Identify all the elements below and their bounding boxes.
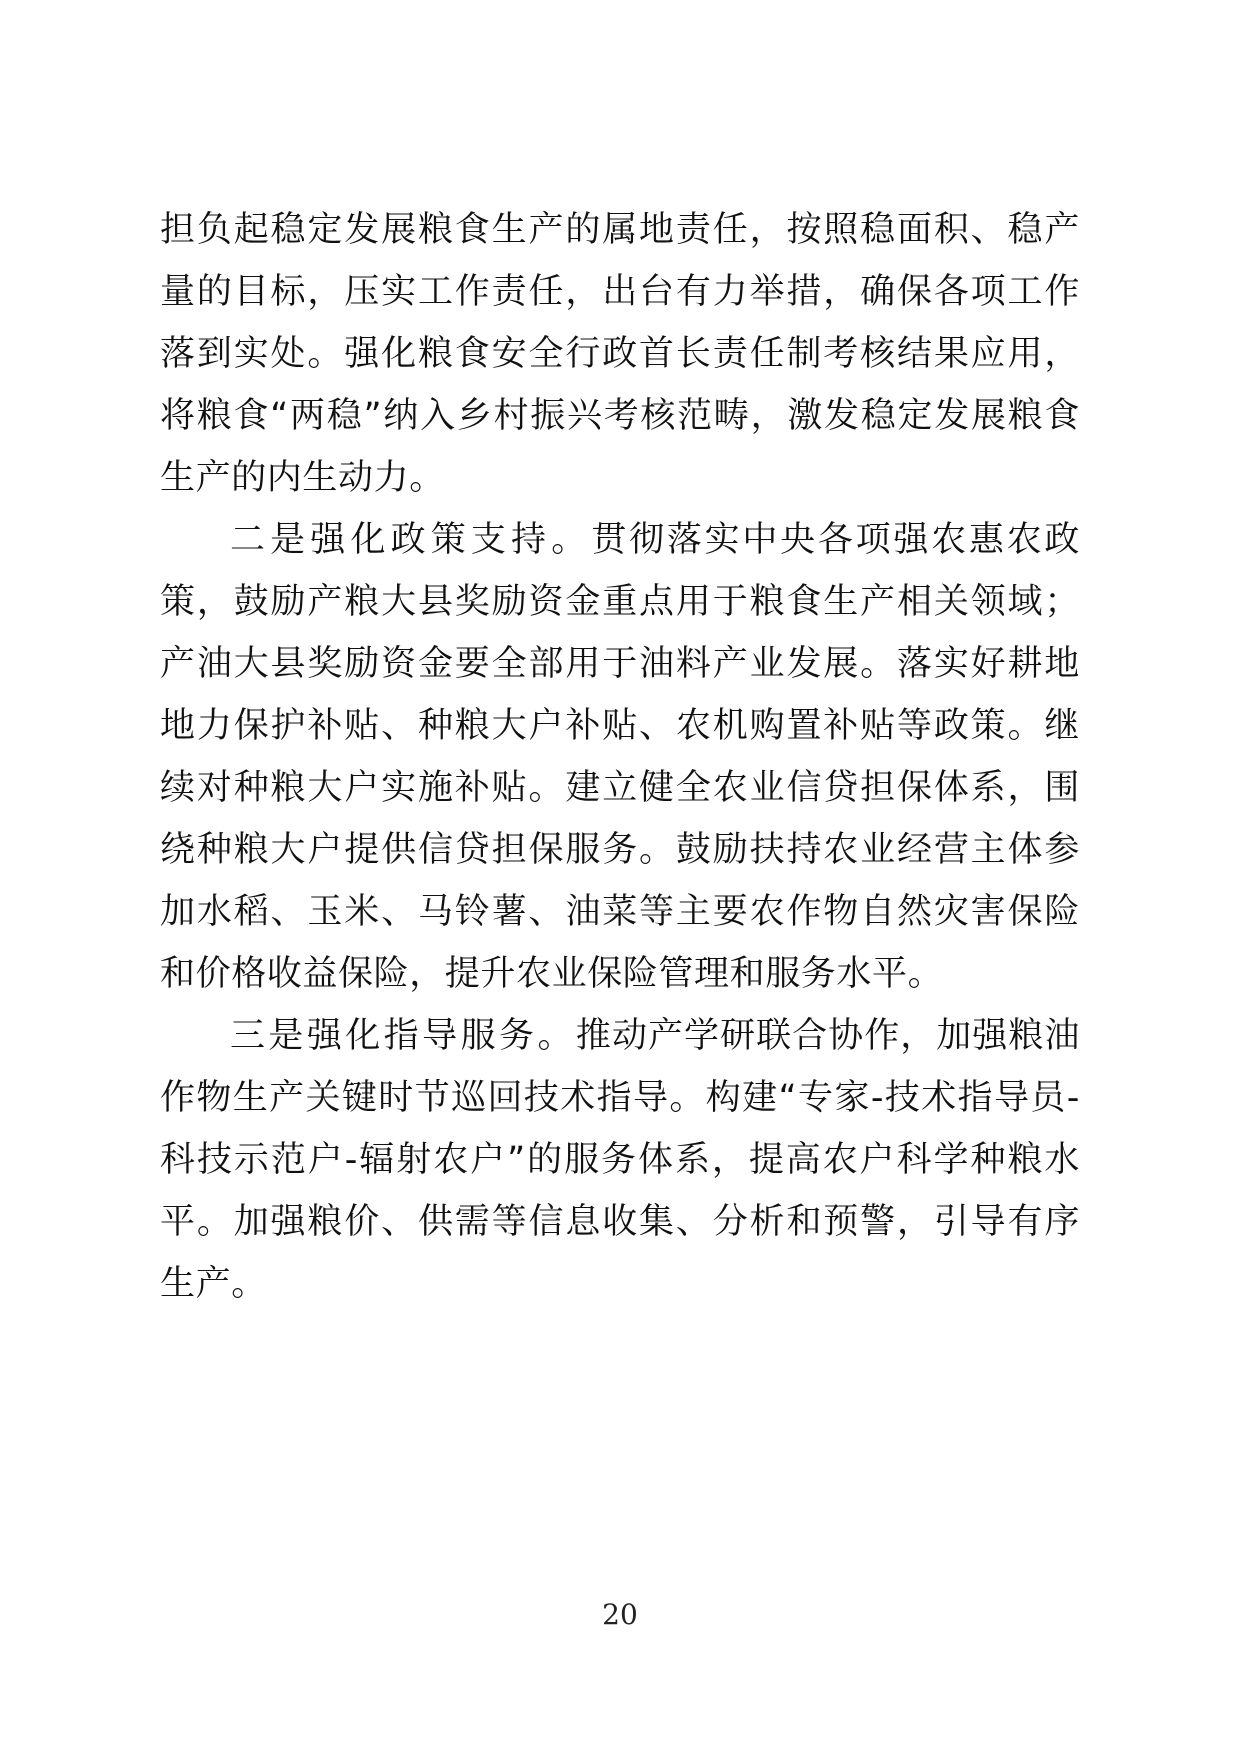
body-text: [160, 199, 1080, 1315]
paragraph-text: 担负起稳定发展粮食生产的属地责任，按照稳面积、稳产量的目标，压实工作责任，出台有力举措，确保各项工作落到实处。强化粮食安全行政首长责任制考核结果应用，将粮食“两稳”纳入乡村振兴考核范畴，激发稳定发展粮食生产的内生动力。: [160, 210, 1080, 498]
paragraph-text: 贯彻落实中央各项强农惠农政策，鼓励产粮大县奖励资金重点用于粮食生产相关领域；产油大县奖励资金要全部用于油料产业发展。落实好耕地地力保护补贴、种粮大户补贴、农机购置补贴等政策。继续对种粮大户实施补贴。建立健全农业信贷担保体系，围绕种粮大户提供信贷担保服务。鼓励扶持农业经营主体参加水稻、玉米、马铃薯、油菜等主要农作物自然灾害保险和价格收益保险，提升农业保险管理和服务水平。: [160, 520, 1080, 994]
paragraph-lead: 三是强化指导服务。: [230, 1016, 576, 1056]
paragraph-continuation: [160, 199, 1080, 509]
paragraph-policy-support: [160, 509, 1080, 1005]
paragraph-text: 推动产学研联合协作，加强粮油作物生产关键时节巡回技术指导。构建“专家-技术指导员-科技示范户-辐射农户”的服务体系，提高农户科学种粮水平。加强粮价、供需等信息收集、分析和预警，引导有序生产。: [160, 1016, 1080, 1304]
page-number: 20: [602, 1598, 638, 1631]
paragraph-guidance-service: [160, 1005, 1080, 1315]
paragraph-lead: 二是强化政策支持。: [230, 520, 592, 560]
